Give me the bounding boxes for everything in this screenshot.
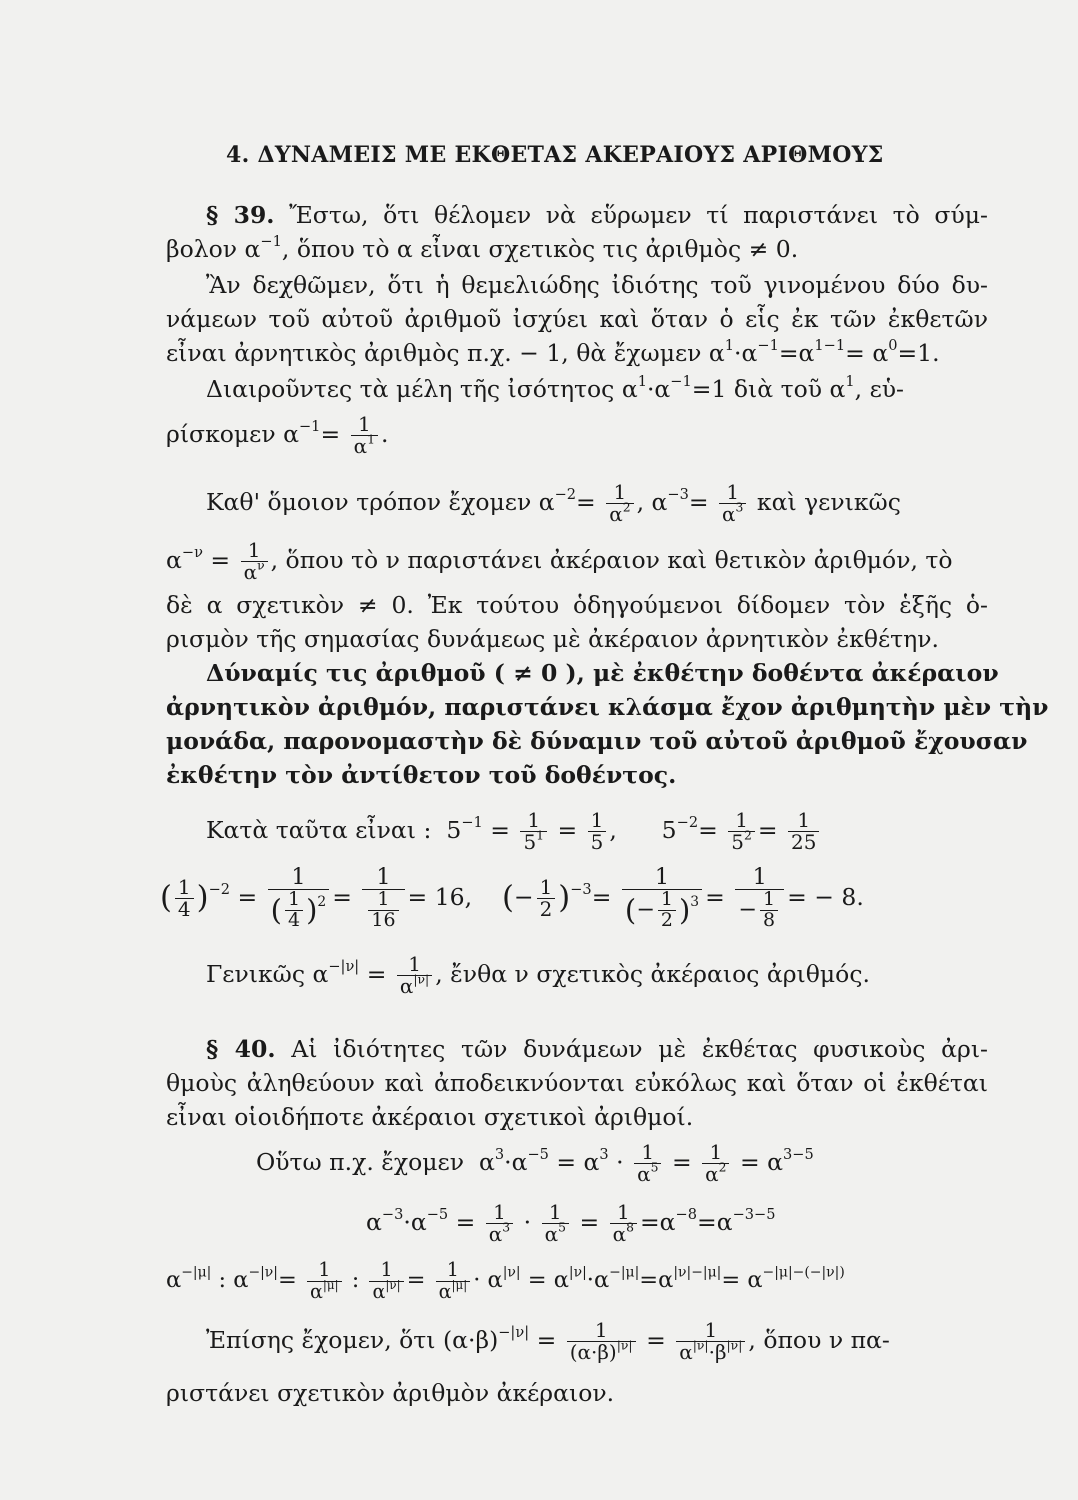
s39-l8d: = [688, 488, 717, 516]
frac-num: 1 [241, 540, 268, 562]
frac-den: $\alpha^3$ [722, 500, 744, 526]
s39-l9-exp: −ν [181, 544, 203, 562]
s39-line-11: ρισμὸν τῆς σημασίας δυνάμεως μὲ ἀκέραιον ἀρνητικὸν ἐκθέτην. [166, 625, 940, 653]
s39-l1-text: Ἔστω, ὅτι θέλομεν νὰ εὕρωμεν τί παριστάνει τὸ σύμ- [289, 201, 988, 229]
examples-line-2: ( $\frac{1}{4}$ )$^{-2}$ = 1 ( $\frac{1}{4}$ )$^2$ = $\frac{1}{\frac{1}{16}}$ = 16, (− $\frac{1}{2}$ )$^{-3}$= 1 (− $\frac{1}{2}$ )$^3$ = 1 − $\frac{1}{8}$ = − 8. [160, 863, 864, 932]
s40-line-3: εἶναι οἱοιδήποτε ἀκέραιοι σχετικοὶ ἀριθμοί. [166, 1103, 694, 1131]
s39-line-3: Ἂν δεχθῶμεν, ὅτι ἡ θεμελιώδης ἰδιότης τοῦ γινομένου δύο δυ- [206, 271, 988, 299]
s39-l7-exp: −1 [298, 418, 321, 436]
s40-also-a: Ἐπίσης ἔχομεν, ὅτι [206, 1326, 436, 1354]
s39-l8c: , α [636, 488, 668, 516]
s39-l5d: = α [845, 339, 889, 367]
s39-l6c: =1 διὰ τοῦ α [691, 375, 846, 403]
s39-l6b: ·α [646, 375, 671, 403]
s39-l6-exp1: 1 [637, 373, 647, 391]
s39-l8a: Καθ' ὅμοιον τρόπον ἔχομεν α [206, 488, 555, 516]
frac-1-over-5: $\frac{1}{5}$ [588, 810, 607, 853]
frac-1-over-a5b: $\frac{1}{\alpha^5}$ [542, 1202, 569, 1245]
s39-l2a: βολον α [166, 235, 261, 263]
s40-l1-text: Αἱ ἰδιότητες τῶν δυνάμεων μὲ ἐκθέτας φυσικοὺς ἀρι- [291, 1035, 988, 1063]
s39-l9c: , ὅπου τὸ ν παριστάνει ἀκέραιον καὶ θετικὸν ἀριθμόν, τὸ [270, 546, 953, 574]
s40-line-1 [206, 1034, 988, 1064]
frac-1-over-neg-eighth: 1 − $\frac{1}{8}$ [735, 866, 784, 931]
definition-line-4: ἐκθέτην τὸν ἀντίθετον τοῦ δοθέντος. [166, 761, 677, 789]
s39-l5a: εἶναι ἀρνητικὸς ἀριθμὸς π.χ. − 1, θὰ ἔχωμεν α [166, 339, 725, 367]
frac-1-over-ab-absnu: $\frac{1}{(\alpha\cdot\beta)^{|\nu|}}$ [567, 1320, 636, 1363]
s39-l8e: καὶ γενικῶς [749, 488, 901, 516]
frac-1-over-a3 [719, 482, 746, 525]
s40-example-2: $\alpha^{-3}\cdot\alpha^{-5}$ = $\frac{1}{\alpha^3}$ · $\frac{1}{\alpha^5}$ = $\frac{1}{\alpha^8}$ $=\alpha^{-8}=\alpha^{-3-5}$ [366, 1200, 776, 1246]
s39-line-4: νάμεων τοῦ αὐτοῦ ἀριθμοῦ ἰσχύει καὶ ὅταν ὁ εἷς ἐκ τῶν ἐκθετῶν [166, 305, 988, 333]
general-exp: −|ν| [328, 958, 360, 976]
general-tail: , ἔνθα ν σχετικὸς ἀκέραιος ἀριθμός. [435, 960, 870, 988]
s39-l7b: = [320, 420, 348, 448]
s39-line-2 [166, 234, 798, 264]
s39-line-10: δὲ α σχετικὸν ≠ 0. Ἐκ τούτου ὁδηγούμενοι δίδομεν τὸν ἑξῆς ὁ- [166, 591, 988, 619]
s40-example-3: $\alpha^{-|\mu|}$ : $\alpha^{-|\nu|}=$ $\frac{1}{\alpha^{|\mu|}}$ : $\frac{1}{\alpha^{|\nu|}}$ = $\frac{1}{\alpha^{|\mu|}}$ · $\alpha^{|\nu|} = \alpha^{|\nu|}\cdot\alpha^{-|\mu|}=\alpha^{|\nu|-|\mu|}= \alpha^{-|\mu|-(-|\nu|)}$ [166, 1258, 845, 1303]
frac-1-over-25: $\frac{1}{25}$ [788, 810, 819, 853]
s40-marker: § 40. [206, 1035, 276, 1063]
definition-line-1: Δύναμίς τις ἀριθμοῦ ( ≠ 0 ), μὲ ἐκθέτην δοθέντα ἀκέραιον [206, 659, 999, 687]
frac-den: $\alpha^2$ [609, 500, 631, 526]
definition-line-3: μονάδα, παρονομαστὴν δὲ δύναμιν τοῦ αὐτοῦ ἀριθμοῦ ἔχουσαν [166, 727, 1028, 755]
s39-l5-exp3: 1−1 [814, 337, 846, 355]
frac-1-over-52: $\frac{1}{5^2}$ [728, 810, 755, 853]
s39-l5-exp2: −1 [757, 337, 779, 355]
frac-1-over-neg-half-cube: 1 (− $\frac{1}{2}$ )$^3$ [622, 866, 702, 931]
frac-1-over-a5: $\frac{1}{\alpha^5}$ [634, 1142, 661, 1185]
s40-example-1: Οὕτω π.χ. ἔχομεν $\alpha^3\cdot\alpha^{-5} = \alpha^3$ · $\frac{1}{\alpha^5}$ = $\frac{1}{\alpha^2}$ = $\alpha^{3-5}$ [256, 1140, 814, 1186]
s39-marker: § 39. [206, 201, 275, 229]
general-label: Γενικῶς α [206, 960, 329, 988]
s39-line-6 [206, 374, 904, 404]
examples-line-1: Κατὰ ταῦτα εἶναι : $5^{-1}$ = $\frac{1}{5^1}$ = $\frac{1}{5}$ , $5^{-2}=$ $\frac{1}{5^2}$ = $\frac{1}{25}$ [206, 808, 822, 853]
frac-1-over-anu [241, 540, 268, 583]
s39-l6-exp3: 1 [845, 373, 855, 391]
s40-last-line: ριστάνει σχετικὸν ἀριθμὸν ἀκέραιον. [166, 1379, 615, 1407]
frac-num: 1 [351, 414, 378, 436]
s39-l7a: ρίσκομεν α [166, 420, 299, 448]
s39-l6-exp2: −1 [670, 373, 692, 391]
s39-l8-exp2: −3 [667, 486, 689, 504]
frac-1-over-a2b: $\frac{1}{\alpha^2}$ [702, 1142, 729, 1185]
s39-l8-exp1: −2 [554, 486, 577, 504]
s39-line-9 [166, 540, 988, 583]
frac-1-over-a-absnu: $\frac{1}{\alpha^{|\nu|}}$ [397, 954, 432, 997]
s39-l5e: =1. [897, 339, 940, 367]
frac-1-over-1-16: $\frac{1}{\frac{1}{16}}$ [362, 866, 404, 931]
s39-l9a: α [166, 546, 182, 574]
frac-1-over-4: $\frac{1}{4}$ [175, 877, 194, 920]
s40-also-b: , ὅπου ν πα- [748, 1326, 890, 1354]
frac-num: 1 [719, 482, 746, 504]
s40-line-2: θμοὺς ἀληθεύουν καὶ ἀποδεικνύονται εὐκόλως καὶ ὅταν οἱ ἐκθέται [166, 1069, 988, 1097]
s39-line-8 [206, 482, 901, 525]
s39-line-1 [206, 200, 988, 230]
frac-1-over-2: $\frac{1}{2}$ [537, 877, 556, 920]
frac-1-over-a3b: $\frac{1}{\alpha^3}$ [486, 1202, 513, 1245]
frac-1-over-a8: $\frac{1}{\alpha^8}$ [610, 1202, 637, 1245]
s40-also-line: Ἐπίσης ἔχομεν, ὅτι $(\alpha\cdot\beta)^{-|\nu|}$ = $\frac{1}{(\alpha\cdot\beta)^{|\nu|}}$ = $\frac{1}{\alpha^{|\nu|}\cdot\beta^{|\nu|}}$ , ὅπου ν πα- [206, 1318, 890, 1364]
s39-l8b: = [576, 488, 604, 516]
frac-1-over-a2 [606, 482, 633, 525]
s39-line-7: ρίσκομεν $\alpha^{-1}=$ $\frac{1}{\alpha^1}$ . [166, 412, 389, 458]
s39-l2-exp: −1 [260, 233, 282, 251]
s39-l5-exp1: 1 [724, 337, 735, 355]
s39-l6a: Διαιροῦντες τὰ μέλη τῆς ἰσότητος α [206, 375, 638, 403]
frac-1-over-quarter-sq: 1 ( $\frac{1}{4}$ )$^2$ [268, 866, 330, 931]
s39-l9b: = [202, 546, 238, 574]
frac-den: $\alpha^\nu$ [243, 558, 265, 584]
s39-l2b: , ὅπου τὸ α εἶναι σχετικὸς τις ἀριθμὸς ≠ 0. [281, 235, 799, 263]
frac-1-over-51: $\frac{1}{5^1}$ [520, 810, 547, 853]
frac-num: 1 [606, 482, 633, 504]
s40-ex1-label: Οὕτω π.χ. ἔχομεν [256, 1148, 465, 1176]
s39-l5c: =α [778, 339, 815, 367]
definition-line-2: ἀρνητικὸν ἀριθμόν, παριστάνει κλάσμα ἔχον ἀριθμητὴν μὲν τὴν [166, 693, 1049, 721]
frac-1-over-a-absmu-b: $\frac{1}{\alpha^{|\mu|}}$ [436, 1260, 471, 1301]
frac-1-over-a-absnu-b: $\frac{1}{\alpha^{|\nu|}}$ [369, 1260, 403, 1301]
frac-1-over-a1 [351, 414, 378, 457]
frac-1-over-a-b-absnu: $\frac{1}{\alpha^{|\nu|}\cdot\beta^{|\nu|}}$ [676, 1320, 745, 1363]
general-line: Γενικῶς $\alpha^{-|\nu|}$ = $\frac{1}{\alpha^{|\nu|}}$ , ἔνθα ν σχετικὸς ἀκέραιος ἀριθμός. [206, 952, 870, 998]
examples-label: Κατὰ ταῦτα εἶναι : [206, 816, 432, 844]
s39-l5b: ·α [734, 339, 758, 367]
section-heading: 4. ΔΥΝΑΜΕΙΣ ΜΕ ΕΚΘΕΤΑΣ ΑΚΕΡΑΙΟΥΣ ΑΡΙΘΜΟΥΣ [226, 142, 884, 168]
s39-l5-exp4: 0 [888, 337, 898, 355]
s39-l6d: , εὑ- [854, 375, 904, 403]
s39-line-5 [166, 338, 940, 368]
frac-den: $\alpha^1$ [353, 432, 375, 458]
frac-1-over-a-absmu: $\frac{1}{\alpha^{|\mu|}}$ [307, 1260, 342, 1301]
